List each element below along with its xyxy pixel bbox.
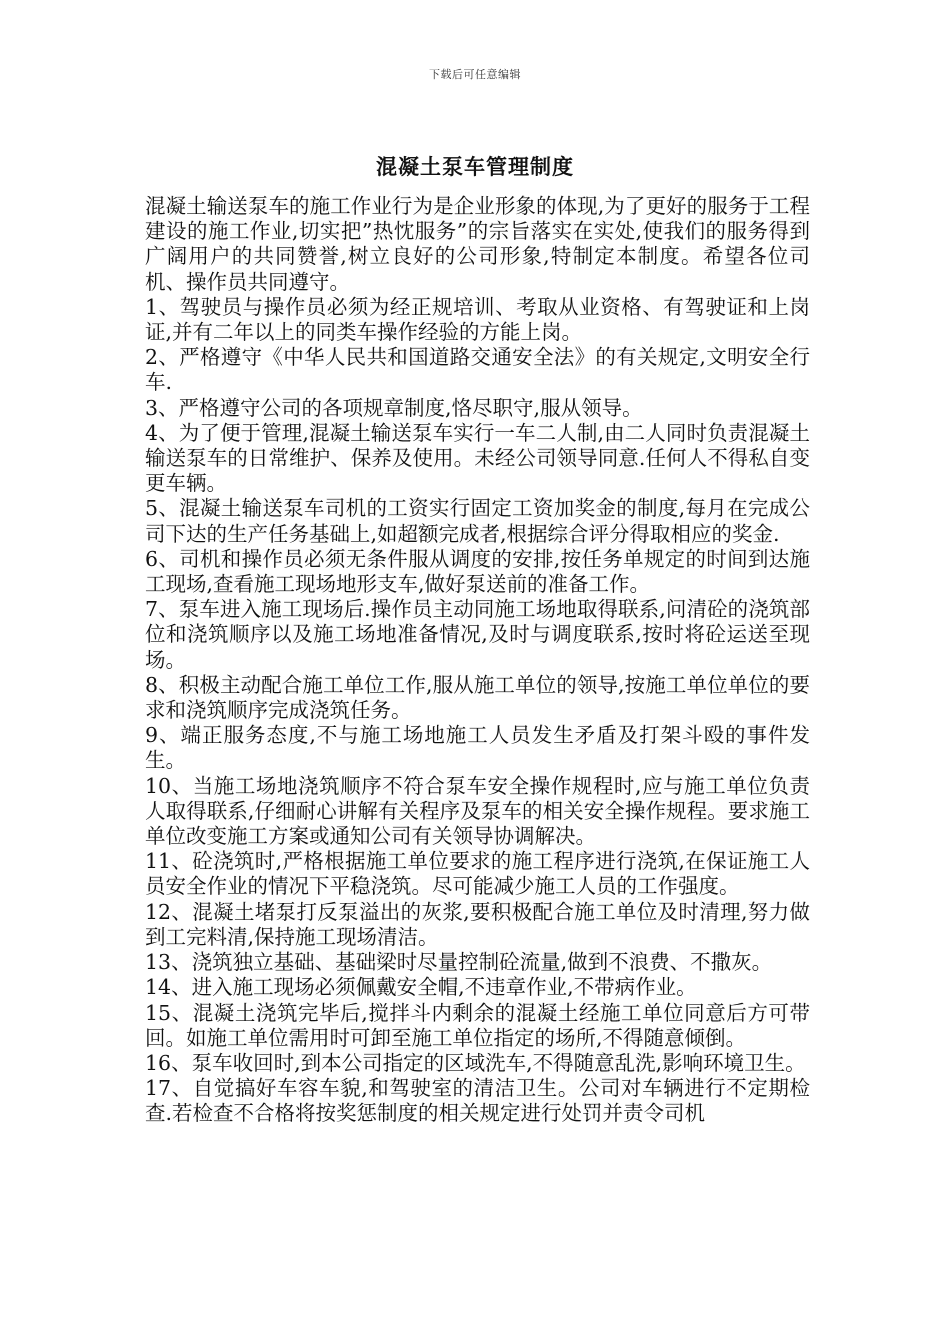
rule-item: 6、司机和操作员必须无条件服从调度的安排,按任务单规定的时间到达施工现场,查看施工现场地形支车,做好泵送前的准备工作。 — [145, 546, 810, 597]
rule-item: 16、泵车收回时,到本公司指定的区域洗车,不得随意乱洗,影响环境卫生。 — [145, 1050, 806, 1075]
rule-item: 13、浇筑独立基础、基础梁时尽量控制砼流量,做到不浪费、不撒灰。 — [145, 950, 773, 975]
rule-item: 7、泵车进入施工现场后.操作员主动同施工场地取得联系,问清砼的浇筑部位和浇筑顺序以及施工场地准备情况,及时与调度联系,按时将砼运送至现场。 — [145, 597, 810, 672]
rule-item: 3、严格遵守公司的各项规章制度,恪尽职守,服从领导。 — [145, 395, 643, 420]
rule-item: 10、当施工场地浇筑顺序不符合泵车安全操作规程时,应与施工单位负责人取得联系,仔细耐心讲解有关程序及泵车的相关安全操作规程。要求施工单位改变施工方案或通知公司有关领导协调解决。 — [145, 773, 810, 849]
rule-item: 1、驾驶员与操作员必须为经正规培训、考取从业资格、有驾驶证和上岗证,并有二年以上的同类车操作经验的方能上岗。 — [145, 294, 810, 345]
rule-item: 8、积极主动配合施工单位工作,服从施工单位的领导,按施工单位单位的要求和浇筑顺序完成浇筑任务。 — [145, 672, 810, 723]
rule-item: 12、混凝土堵泵打反泵溢出的灰浆,要积极配合施工单位及时清理,努力做到工完料清,保持施工现场清洁。 — [145, 899, 810, 949]
rule-item: 11、砼浇筑时,严格根据施工单位要求的施工程序进行浇筑,在保证施工人员安全作业的情况下平稳浇筑。尽可能减少施工人员的工作强度。 — [145, 849, 810, 899]
document-body — [145, 194, 810, 1127]
intro-paragraph: 混凝土输送泵车的施工作业行为是企业形象的体现,为了更好的服务于工程建设的施工作业,切实把”热忱服务”的宗旨落实在实处,使我们的服务得到广阔用户的共同赞誉,树立良好的公司形象,特制定本制度。希望各位司机、操作员共同遵守。 — [145, 194, 810, 294]
header-note: 下载后可任意编辑 — [429, 68, 521, 81]
rule-item: 4、为了便于管理,混凝土输送泵车实行一车二人制,由二人同时负责混凝土输送泵车的日常维护、保养及使用。未经公司领导同意.任何人不得私自变更车辆。 — [145, 420, 810, 496]
document-title: 混凝土泵车管理制度 — [376, 154, 574, 179]
rule-item: 14、进入施工现场必须佩戴安全帽,不违章作业,不带病作业。 — [145, 975, 697, 1000]
rule-item: 9、端正服务态度,不与施工场地施工人员发生矛盾及打架斗殴的事件发生。 — [145, 723, 810, 773]
rule-item: 5、混凝土输送泵车司机的工资实行固定工资加奖金的制度,每月在完成公司下达的生产任务基础上,如超额完成者,根据综合评分得取相应的奖金. — [145, 496, 810, 546]
rule-item: 17、自觉搞好车容车貌,和驾驶室的清洁卫生。公司对车辆进行不定期检查.若检查不合格将按奖惩制度的相关规定进行处罚并责令司机 — [145, 1076, 810, 1126]
rule-item: 2、严格遵守《中华人民共和国道路交通安全法》的有关规定,文明安全行车. — [145, 345, 810, 395]
rule-item: 15、混凝土浇筑完毕后,搅拌斗内剩余的混凝土经施工单位同意后方可带回。如施工单位需用时可卸至施工单位指定的场所,不得随意倾倒。 — [145, 1000, 810, 1050]
